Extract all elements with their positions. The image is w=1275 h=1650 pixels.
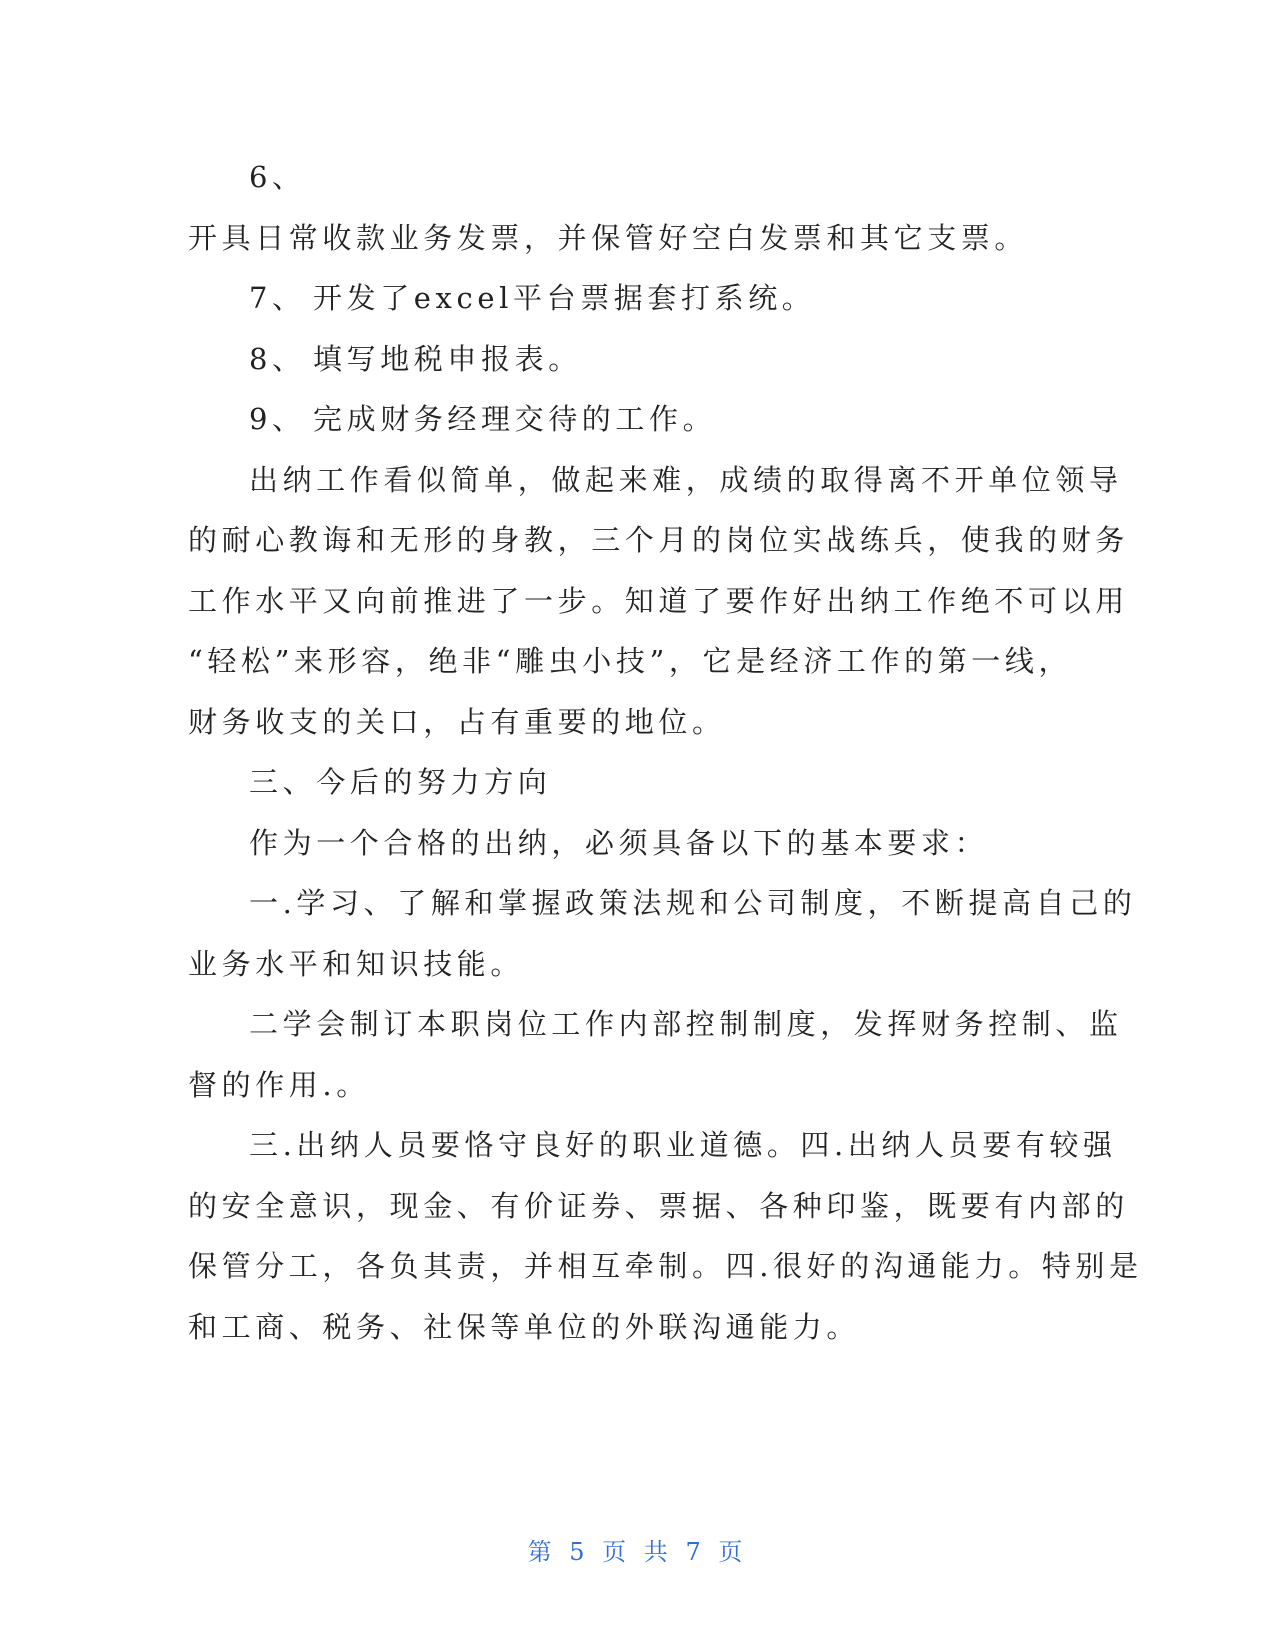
footer-middle: 页 共 <box>602 1538 673 1566</box>
paragraph-line <box>188 1297 1080 1358</box>
list-number: 8、 <box>249 341 306 376</box>
document-body <box>188 147 1143 1357</box>
footer-prefix: 第 <box>527 1538 557 1566</box>
total-page-count: 7 <box>685 1538 706 1566</box>
paragraph-line <box>188 450 1123 511</box>
paragraph-line <box>188 813 1080 874</box>
list-number: 9、 <box>249 402 306 436</box>
paragraph-line <box>188 571 1129 632</box>
paragraph-text: 的耐心教诲和无形的身教，三个月的岗位实战练兵，使我的财务 <box>188 523 1129 557</box>
paragraph-text: 三.出纳人员要恪守良好的职业道德。四.出纳人员要有较强 <box>249 1128 1117 1162</box>
list-item-text: 开发了excel平台票据套打系统。 <box>313 281 816 315</box>
list-item-7 <box>188 268 1080 329</box>
list-item-6-continued <box>188 208 1080 269</box>
paragraph-line <box>188 934 1080 995</box>
paragraph-line <box>188 692 1080 753</box>
list-item-9 <box>188 389 1080 450</box>
paragraph-line <box>188 994 1123 1055</box>
paragraph-line <box>188 1236 1143 1297</box>
paragraph-text: 6、 <box>249 160 306 194</box>
paragraph-text: 督的作用.。 <box>188 1067 370 1102</box>
paragraph-text: 保管分工，各负其责，并相互牵制。四.很好的沟通能力。特别是 <box>188 1249 1143 1283</box>
paragraph-line <box>188 631 1080 692</box>
list-item-text: 填写地税申报表。 <box>313 341 582 376</box>
paragraph-line <box>188 1115 1117 1176</box>
paragraph-text: 出纳工作看似简单，做起来难，成绩的取得离不开单位领导 <box>249 462 1123 497</box>
page-footer <box>0 1532 1275 1567</box>
paragraph-text: “轻松”来形容，绝非“雕虫小技”，它是经济工作的第一线， <box>188 644 1073 678</box>
current-page-number: 5 <box>569 1538 590 1566</box>
paragraph-text: 财务收支的关口，占有重要的地位。 <box>188 704 726 739</box>
list-item-6 <box>188 147 1080 208</box>
paragraph-line <box>188 510 1129 571</box>
list-item-8 <box>188 329 1080 390</box>
paragraph-text: 工作水平又向前推进了一步。知道了要作好出纳工作绝不可以用 <box>188 583 1129 618</box>
paragraph-text: 开具日常收款业务发票，并保管好空白发票和其它支票。 <box>188 220 1029 255</box>
footer-suffix: 页 <box>718 1538 748 1566</box>
paragraph-text: 一.学习、了解和掌握政策法规和公司制度，不断提高自己的 <box>249 886 1137 920</box>
list-item-text: 完成财务经理交待的工作。 <box>313 402 717 436</box>
section-heading <box>188 752 1080 813</box>
paragraph-text: 作为一个合格的出纳，必须具备以下的基本要求： <box>249 825 989 860</box>
section-heading-text: 三、今后的努力方向 <box>249 765 552 799</box>
paragraph-text: 业务水平和知识技能。 <box>188 946 525 981</box>
paragraph-line <box>188 873 1137 934</box>
paragraph-line <box>188 1176 1129 1237</box>
list-number: 7、 <box>249 281 306 315</box>
paragraph-text: 的安全意识，现金、有价证券、票据、各种印鉴，既要有内部的 <box>188 1188 1129 1223</box>
paragraph-text: 和工商、税务、社保等单位的外联沟通能力。 <box>188 1309 861 1344</box>
paragraph-line <box>188 1055 1080 1116</box>
paragraph-text: 二学会制订本职岗位工作内部控制制度，发挥财务控制、监 <box>249 1007 1123 1041</box>
